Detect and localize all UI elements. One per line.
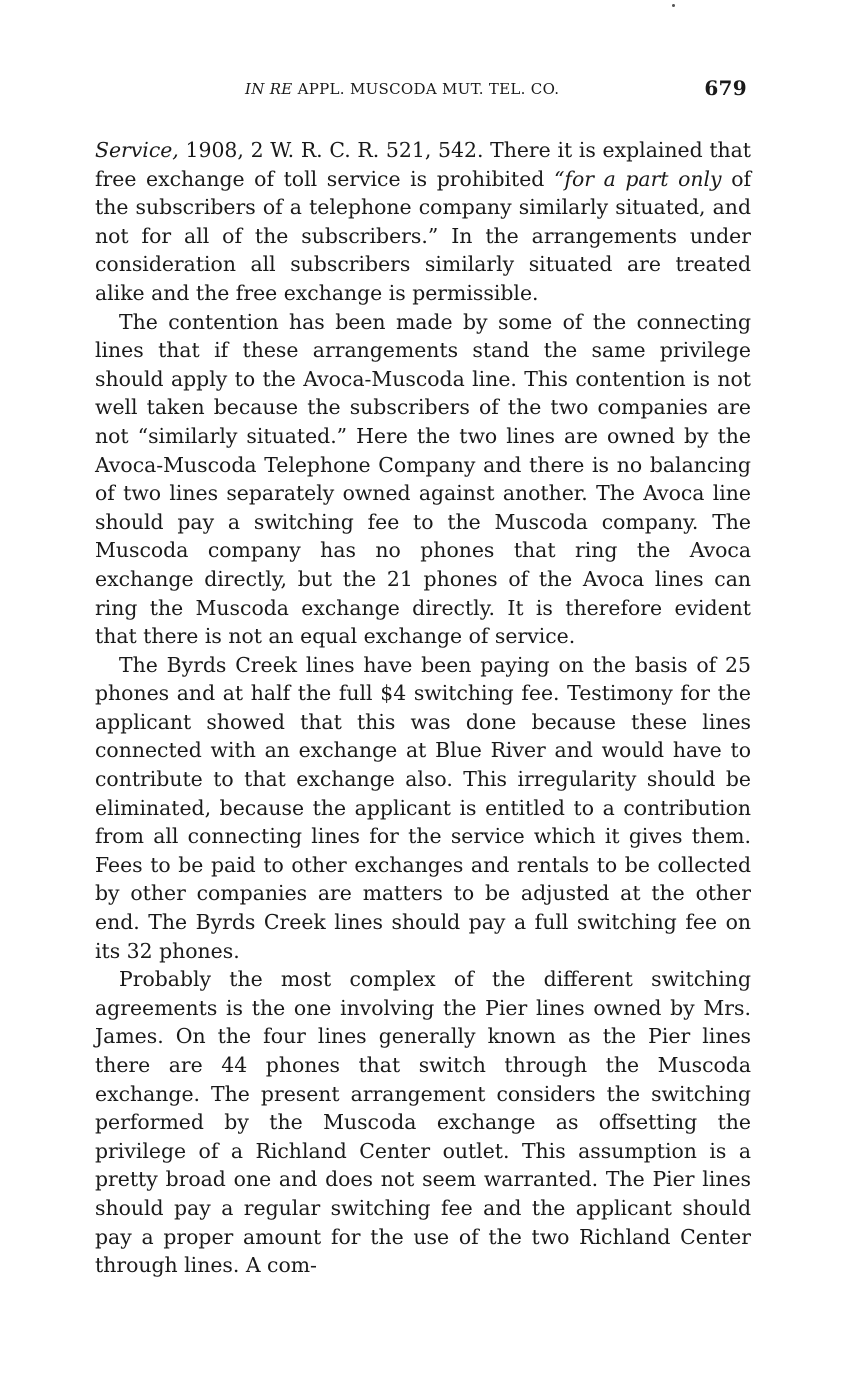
page-number: 679 [704,76,747,100]
paragraph-4: Probably the most complex of the different switching agreements is the one involving the Pier lines owned by Mrs. James. On the four lines generally known as the Pier lines there are 44 phones that switch through the Muscoda exchange. The present arrangement considers the switching performed by the Muscoda exchange as offsetting the privilege of a Richland Center outlet. This assumption is a pretty broad one and does not seem warranted. The Pier lines should pay a regular switching fee and the applicant should pay a proper amount for the use of the two Richland Center through lines. A com- [95,967,751,1278]
print-speck [672,4,675,7]
running-title-rest: APPL. MUSCODA MUT. TEL. CO. [292,80,560,98]
paragraph-1 [95,136,751,308]
running-head [95,72,751,108]
paragraph-1-tail: of the subscribers of a telephone company similarly situated, and not for all of the subscribers.” In the arrangements under consideration all subscribers similarly situated are treated alike and the free exchange is permissible. [95,166,752,305]
paragraph-2: The contention has been made by some of the connecting lines that if these arrangements stand the same privilege should apply to the Avoca-Muscoda line. This contention is not well taken because the subscribers of the two companies are not “similarly situated.” Here the two lines are owned by the Avoca-Muscoda Telephone Company and there is no balancing of two lines separately owned against another. The Avoca line should pay a switching fee to the Muscoda company. The Muscoda company has no phones that ring the Avoca exchange directly, but the 21 phones of the Avoca lines can ring the Muscoda exchange directly. It is therefore evident that there is not an equal exchange of service. [95,309,751,649]
paragraph-3: The Byrds Creek lines have been paying on the basis of 25 phones and at half the full $4 switching fee. Testimony for the applicant showed that this was done because these lines connected with an exchange at Blue River and would have to contribute to that exchange also. This irregularity should be eliminated, because the applicant is entitled to a contribution from all connecting lines for the service which it gives them. Fees to be paid to other exchanges and rentals to be collected by other companies are matters to be adjusted at the other end. The Byrds Creek lines should pay a full switching fee on its 32 phones. [95,652,751,963]
running-title-italic: IN RE [245,80,293,98]
document-page [95,72,751,1280]
running-title [245,80,559,98]
body-text [95,136,751,1280]
paragraph-1-lead: Service, [95,138,179,162]
paragraph-1-quote: “for a part only [553,166,722,191]
paragraph-1-text: 1908, 2 W. R. C. R. 521, 542. There it is explained that free exchange of toll service is prohibited [95,138,751,191]
